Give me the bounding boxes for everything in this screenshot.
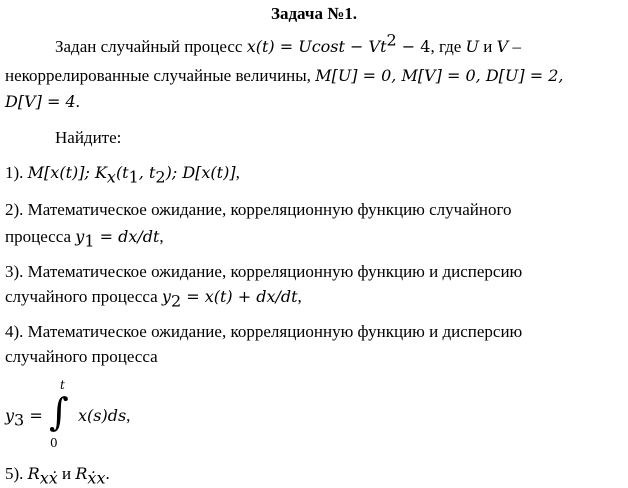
var-y: y	[75, 227, 85, 246]
integral-formula	[5, 378, 205, 454]
var-u: U	[465, 37, 480, 56]
subscript: 3	[14, 410, 25, 430]
item-number: 5).	[5, 464, 28, 483]
intro-line-2	[5, 66, 563, 86]
subscript: 1	[84, 231, 95, 251]
intro-line-3	[5, 92, 80, 112]
lower-limit: 0	[50, 436, 58, 450]
item-3-line-2	[5, 287, 302, 311]
intro-text: , где	[430, 37, 466, 56]
item-3-line-1: 3). Математическое ожидание, корреляционную функцию и дисперсию	[5, 262, 523, 281]
item-2-line-2	[5, 227, 164, 251]
period: .	[75, 92, 80, 111]
var-r: R	[75, 464, 88, 483]
subscript: 1	[128, 167, 139, 187]
subscript: ẋx	[87, 468, 106, 488]
derivative-formula: = dx/dt	[94, 227, 160, 246]
conjunction: и	[479, 37, 497, 56]
item-1	[5, 163, 240, 187]
subscript: xẋ	[39, 468, 58, 488]
sum-formula: = x(t) + dx/dt	[181, 287, 298, 306]
exponent: 2	[386, 30, 397, 50]
intro-text: Задан случайный процесс	[55, 37, 247, 56]
integral-lhs	[5, 406, 43, 430]
integrand-text: x(s)ds	[78, 406, 127, 425]
punctuation: ,	[297, 287, 302, 306]
subscript: 2	[170, 291, 182, 311]
dash: –	[508, 37, 521, 56]
subscript: x	[106, 167, 116, 187]
integrand	[78, 406, 130, 426]
item-4-line-1: 4). Математическое ожидание, корреляционную функцию и дисперсию	[5, 322, 523, 341]
formula-part: M[x(t)]; K	[27, 163, 107, 182]
formula-part: ); D[x(t)]	[165, 163, 236, 182]
item-text: случайного процесса	[5, 287, 162, 306]
intro-line-1	[55, 30, 521, 57]
find-label: Найдите:	[55, 128, 122, 147]
item-2-line-1: 2). Математическое ожидание, корреляционную функцию случайного	[5, 200, 512, 219]
formula-part: (t	[115, 163, 129, 182]
var-y: y	[161, 287, 171, 306]
formula-tail: − 4	[396, 37, 431, 56]
moments-formula: M[U] = 0, M[V] = 0, D[U] = 2,	[315, 66, 564, 85]
punctuation: ,	[126, 406, 131, 425]
item-4-line-2: случайного процесса	[5, 347, 158, 366]
var-y: y	[5, 406, 15, 425]
subscript: 2	[155, 167, 166, 187]
process-formula: x(t) = Ucost − Vt	[246, 37, 387, 56]
task-title: Задача №1.	[270, 4, 358, 23]
punctuation: ,	[235, 163, 240, 182]
variance-formula: D[V] = 4	[5, 92, 76, 111]
punctuation: ,	[159, 227, 164, 246]
item-5	[5, 464, 110, 488]
var-v: V	[496, 37, 509, 56]
formula-part: , t	[138, 163, 156, 182]
var-r: R	[27, 464, 40, 483]
item-text: процесса	[5, 227, 76, 246]
punctuation: .	[105, 464, 110, 483]
intro-text: некоррелированные случайные величины,	[5, 66, 316, 85]
integral-sign-icon: ∫	[49, 390, 69, 434]
conjunction: и	[57, 464, 76, 483]
equals-sign: =	[24, 406, 43, 425]
upper-limit: t	[60, 378, 65, 392]
item-number: 1).	[5, 163, 28, 182]
